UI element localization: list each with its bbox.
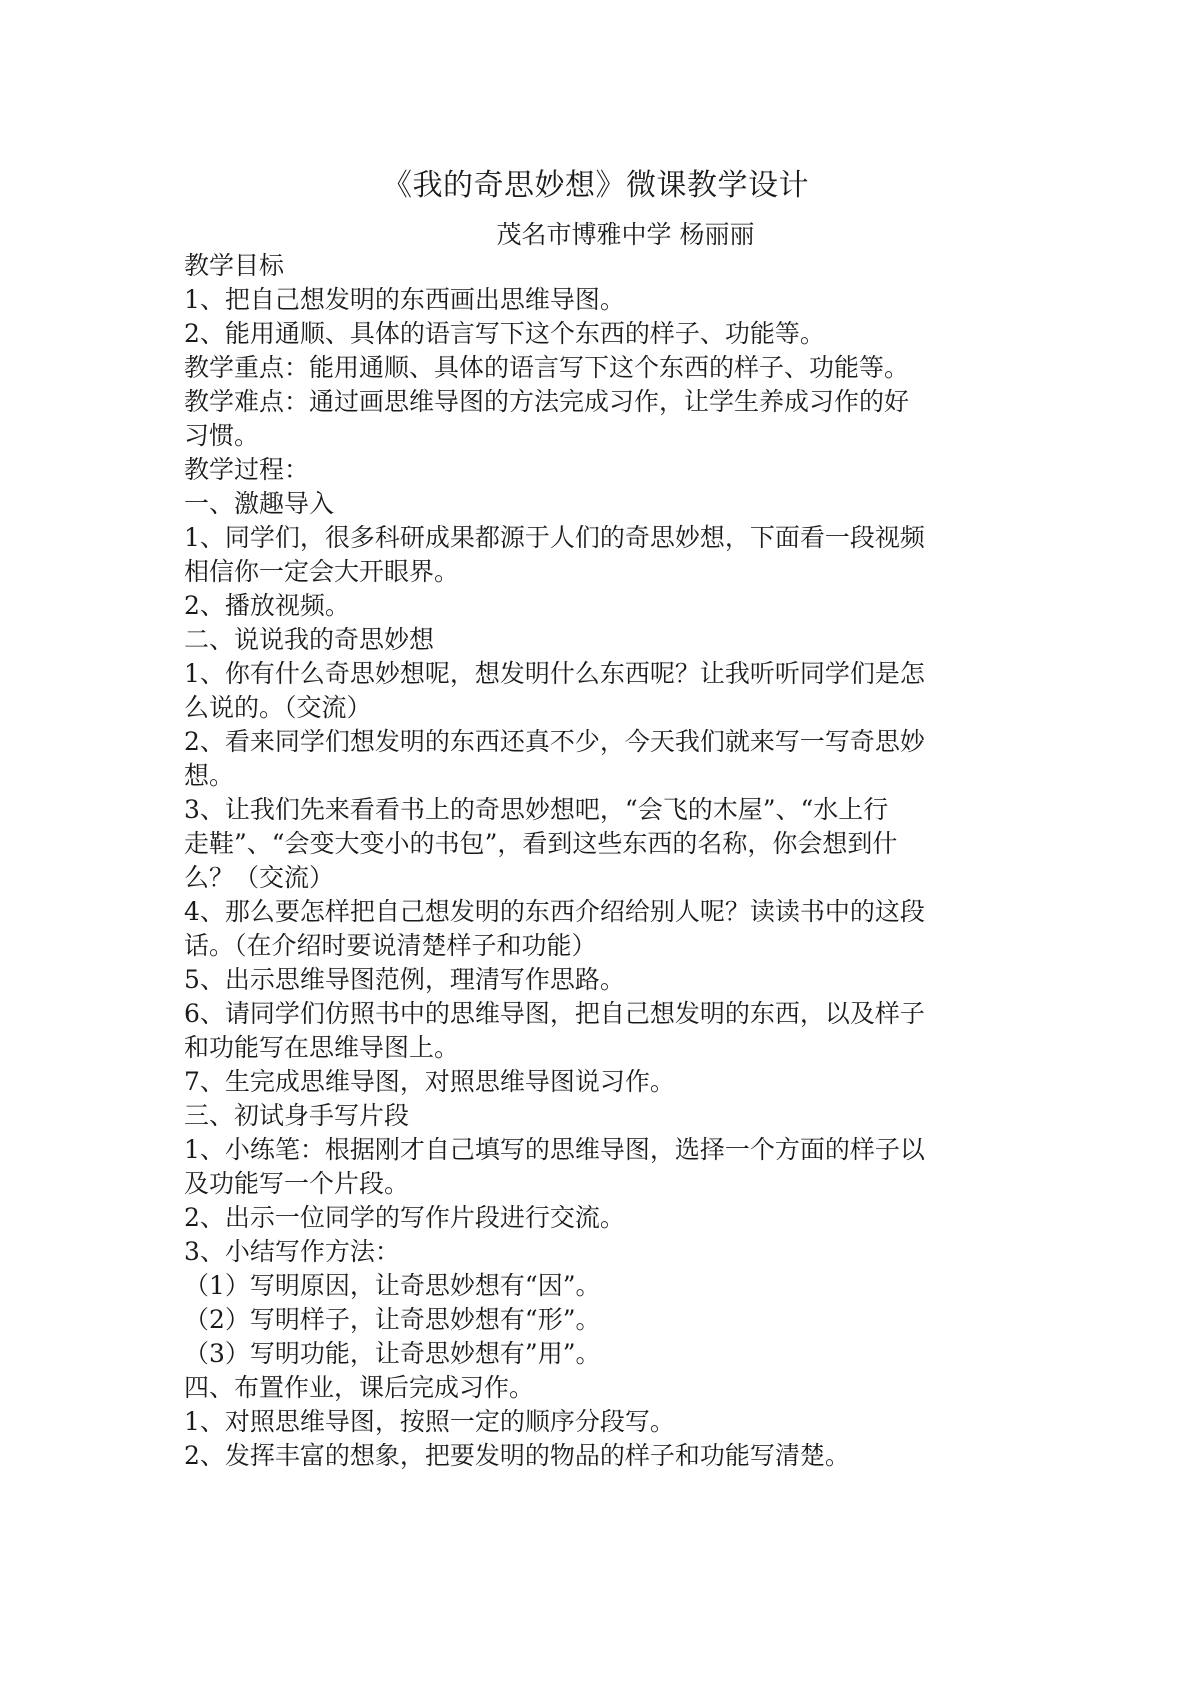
text-line: 2、能用通顺、具体的语言写下这个东西的样子、功能等。 (184, 319, 825, 348)
text-line: 三、初试身手写片段 (184, 1101, 410, 1130)
document-author: 茂名市博雅中学 杨丽丽 (496, 220, 755, 249)
text-line: 1、对照思维导图，按照一定的顺序分段写。 (184, 1407, 675, 1436)
text-line: 4、那么要怎样把自己想发明的东西介绍给别人呢？读读书中的这段 (184, 897, 925, 926)
text-line: 教学目标 (184, 251, 285, 280)
text-line: 7、生完成思维导图，对照思维导图说习作。 (184, 1067, 675, 1096)
text-line: 走鞋”、“会变大变小的书包”，看到这些东西的名称，你会想到什 (184, 829, 898, 858)
text-line: 2、播放视频。 (184, 591, 350, 620)
text-line: 么说的。（交流） (184, 693, 372, 722)
text-line: 3、让我们先来看看书上的奇思妙想吧，“会飞的木屋”、“水上行 (184, 795, 889, 824)
document-body (184, 249, 1024, 1473)
text-line: 2、发挥丰富的想象，把要发明的物品的样子和功能写清楚。 (184, 1441, 850, 1470)
text-line: 么？（交流） (184, 863, 335, 892)
text-line: 1、你有什么奇思妙想呢，想发明什么东西呢？让我听听同学们是怎 (184, 659, 925, 688)
text-line: （2）写明样子，让奇思妙想有“形”。 (184, 1305, 601, 1334)
text-line: （3）写明功能，让奇思妙想有”用”。 (184, 1339, 601, 1368)
text-line: 教学过程： (184, 455, 310, 484)
text-line: 2、出示一位同学的写作片段进行交流。 (184, 1203, 625, 1232)
text-line: （1）写明原因，让奇思妙想有“因”。 (184, 1271, 601, 1300)
document-title: 《我的奇思妙想》微课教学设计 (382, 168, 809, 203)
text-line: 1、小练笔：根据刚才自己填写的思维导图，选择一个方面的样子以 (184, 1135, 925, 1164)
text-line: 习惯。 (184, 421, 260, 450)
text-line: 6、请同学们仿照书中的思维导图，把自己想发明的东西，以及样子 (184, 999, 925, 1028)
text-line: 教学难点：通过画思维导图的方法完成习作，让学生养成习作的好 (184, 387, 910, 416)
text-line: 5、出示思维导图范例，理清写作思路。 (184, 965, 625, 994)
text-line: 四、布置作业，课后完成习作。 (184, 1373, 535, 1402)
text-line: 3、小结写作方法： (184, 1237, 400, 1266)
text-line: 话。（在介绍时要说清楚样子和功能） (184, 931, 597, 960)
text-line: 一、激趣导入 (184, 489, 335, 518)
text-line: 2、看来同学们想发明的东西还真不少，今天我们就来写一写奇思妙 (184, 727, 925, 756)
text-line: 和功能写在思维导图上。 (184, 1033, 460, 1062)
text-line: 1、同学们，很多科研成果都源于人们的奇思妙想，下面看一段视频 (184, 523, 925, 552)
text-line: 二、说说我的奇思妙想 (184, 625, 435, 654)
text-line: 相信你一定会大开眼界。 (184, 557, 460, 586)
text-line: 1、把自己想发明的东西画出思维导图。 (184, 285, 625, 314)
text-line: 及功能写一个片段。 (184, 1169, 410, 1198)
text-line: 想。 (184, 761, 235, 790)
text-line: 教学重点：能用通顺、具体的语言写下这个东西的样子、功能等。 (184, 353, 910, 382)
